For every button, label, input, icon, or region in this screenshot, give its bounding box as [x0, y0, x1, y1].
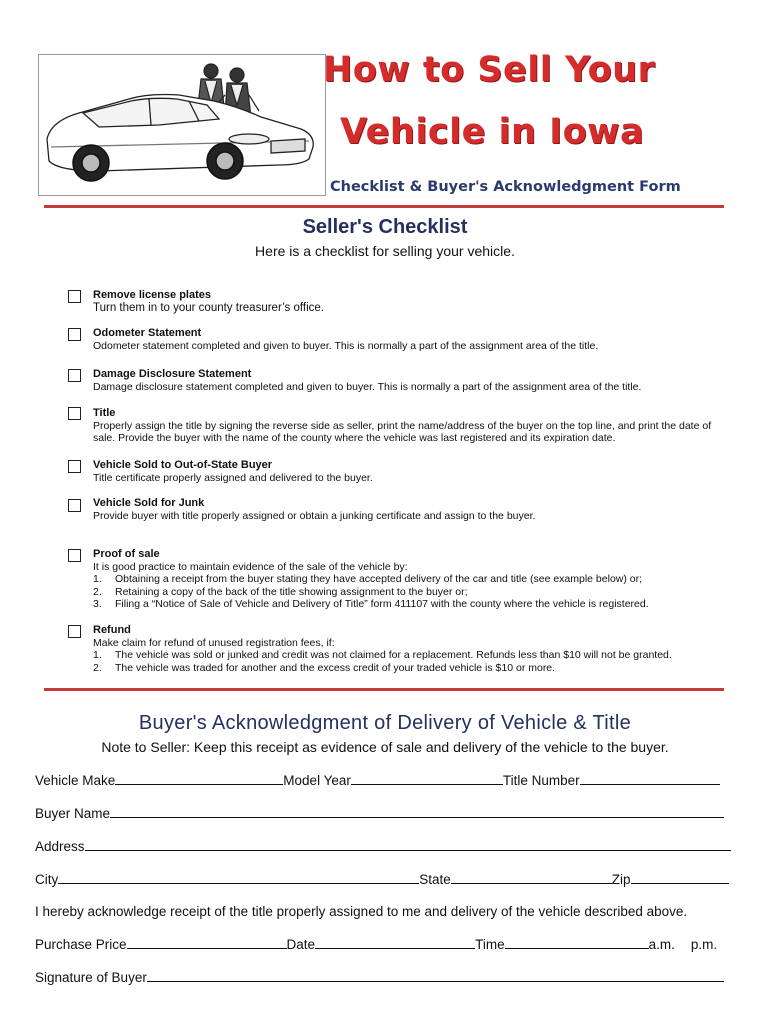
time-label: Time [475, 937, 505, 952]
checklist-item-heading: Title [93, 407, 116, 419]
checklist-item-heading: Proof of sale [93, 548, 160, 560]
checklist-item [93, 497, 733, 522]
checkbox-sold-for-junk[interactable] [68, 499, 81, 512]
checklist-item-body: Provide buyer with title properly assigned or obtain a junking certificate and assign to the buyer. [93, 509, 536, 522]
state-field[interactable] [451, 871, 612, 884]
city-label: City [35, 872, 59, 887]
checkbox-out-of-state-buyer[interactable] [68, 460, 81, 473]
model-year-label: Model Year [283, 773, 351, 788]
checkbox-proof-of-sale[interactable] [68, 549, 81, 562]
acknowledgment-statement: I hereby acknowledge receipt of the title properly assigned to me and delivery of the vehicle described above. [35, 904, 688, 919]
buyer-acknowledgment-note: Note to Seller: Keep this receipt as evidence of sale and delivery of the vehicle to the buyer. [101, 739, 669, 755]
page-title-line-2: Vehicle in Iowa [340, 112, 645, 152]
model-year-field[interactable] [351, 772, 503, 785]
car-with-two-men-icon [38, 54, 326, 196]
checklist-item [93, 289, 733, 314]
list-item: 2. The vehicle was traded for another and the excess credit of your traded vehicle is $10 or more. [93, 661, 556, 674]
city-state-zip-row [35, 871, 729, 887]
signature-label: Signature of Buyer [35, 970, 147, 985]
purchase-row [35, 936, 717, 952]
am-label[interactable]: a.m. [648, 937, 675, 952]
page-subtitle: Checklist & Buyer's Acknowledgment Form [330, 179, 681, 195]
checklist-item-body: Odometer statement completed and given to buyer. This is normally a part of the assignment area of the title. [93, 339, 599, 352]
checklist-item-body: Title certificate properly assigned and delivered to the buyer. [93, 471, 373, 484]
zip-field[interactable] [631, 871, 729, 884]
checklist-item [93, 548, 733, 611]
checklist-item-heading: Remove license plates [93, 289, 212, 301]
address-row [35, 838, 731, 854]
checklist-item [93, 407, 723, 445]
vehicle-info-row [35, 772, 720, 788]
vehicle-make-field[interactable] [115, 772, 283, 785]
buyer-name-label: Buyer Name [35, 806, 111, 821]
section-divider [44, 688, 724, 691]
state-label: State [419, 872, 451, 887]
date-label: Date [286, 937, 316, 952]
list-item: 1. The vehicle was sold or junked and credit was not claimed for a replacement. Refunds less than $10 will not be granted. [93, 649, 672, 662]
section-divider [44, 205, 724, 208]
list-item: 3. Filing a “Notice of Sale of Vehicle and Delivery of Title” form 411107 with the county where the vehicle is registered. [93, 598, 649, 611]
checklist-item [93, 368, 733, 393]
checklist-item-body: It is good practice to maintain evidence of the sale of the vehicle by: [93, 560, 408, 573]
checklist-item-heading: Odometer Statement [93, 327, 202, 339]
page-title-line-1: How to Sell Your [323, 50, 656, 90]
buyer-name-field[interactable] [110, 805, 724, 818]
purchase-price-field[interactable] [127, 936, 287, 949]
checklist-item [93, 327, 733, 352]
checklist-item-heading: Vehicle Sold to Out-of-State Buyer [93, 459, 273, 471]
zip-label: Zip [611, 872, 631, 887]
date-field[interactable] [315, 936, 475, 949]
checklist-item-heading: Damage Disclosure Statement [93, 368, 252, 380]
car-illustration [39, 55, 325, 195]
checkbox-remove-license-plates[interactable] [68, 290, 81, 303]
address-label: Address [35, 839, 85, 854]
city-field[interactable] [58, 871, 419, 884]
checklist-item [93, 459, 733, 484]
signature-row [35, 969, 724, 985]
checklist-item-body: Properly assign the title by signing the reverse side as seller, print the name/address of the buyer on the top line, and print the date of sale. Provide the buyer with the name of the county where the vehicle was last registered and its expiration date. [93, 419, 712, 445]
checkbox-odometer-statement[interactable] [68, 328, 81, 341]
checklist-item-body: Damage disclosure statement completed and given to buyer. This is normally a part of the assignment area of the title. [93, 380, 642, 393]
checklist-item-heading: Vehicle Sold for Junk [93, 497, 205, 509]
buyer-acknowledgment-title: Buyer's Acknowledgment of Delivery of Vehicle & Title [138, 712, 632, 734]
signature-field[interactable] [147, 969, 724, 982]
list-item: 2. Retaining a copy of the back of the title showing assignment to the buyer or; [93, 585, 468, 598]
checklist-item-body: Make claim for refund of unused registration fees, if: [93, 636, 335, 649]
title-number-label: Title Number [502, 773, 580, 788]
checkbox-refund[interactable] [68, 625, 81, 638]
checklist-item-body: Turn them in to your county treasurer’s office. [93, 301, 324, 314]
seller-checklist-intro: Here is a checklist for selling your vehicle. [255, 243, 515, 259]
list-item: 1. Obtaining a receipt from the buyer stating they have accepted delivery of the car and title (see example below) or; [93, 573, 643, 586]
checklist-item-heading: Refund [93, 624, 131, 636]
seller-checklist-title: Seller's Checklist [302, 216, 468, 238]
checkbox-damage-disclosure[interactable] [68, 369, 81, 382]
buyer-name-row [35, 805, 724, 821]
address-field[interactable] [85, 838, 731, 851]
checkbox-title[interactable] [68, 407, 81, 420]
pm-label[interactable]: p.m. [690, 937, 718, 952]
checklist-item [93, 624, 733, 674]
title-number-field[interactable] [580, 772, 720, 785]
vehicle-make-label: Vehicle Make [35, 773, 116, 788]
purchase-price-label: Purchase Price [35, 937, 127, 952]
time-field[interactable] [505, 936, 649, 949]
